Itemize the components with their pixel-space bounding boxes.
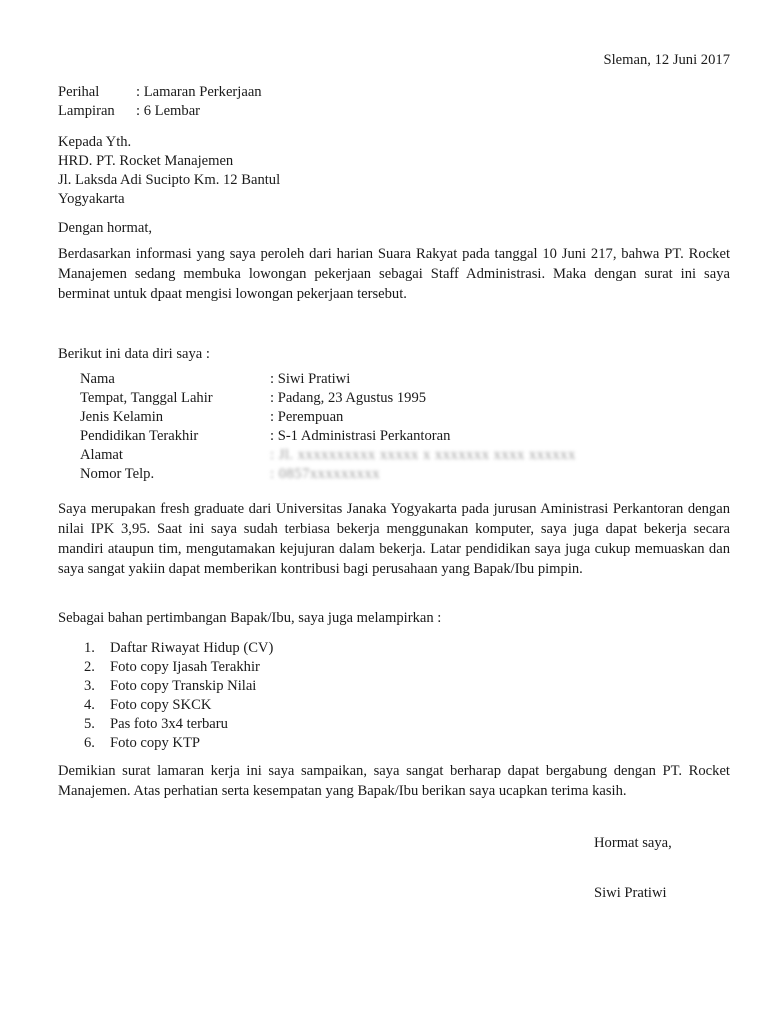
meta-value: : Lamaran Perkerjaan — [136, 84, 262, 100]
data-label: Alamat — [80, 447, 123, 463]
data-value: : S-1 Administrasi Perkantoran — [270, 428, 451, 444]
attachment-intro: Sebagai bahan pertimbangan Bapak/Ibu, saya juga melampirkan : — [58, 610, 442, 626]
meta-attachment — [58, 102, 730, 121]
data-label: Tempat, Tanggal Lahir — [80, 390, 213, 406]
recipient-line: Kepada Yth. — [58, 134, 132, 150]
attachment-list — [84, 639, 273, 753]
data-label: Jenis Kelamin — [80, 409, 164, 425]
data-row — [80, 427, 576, 446]
letter-meta — [58, 83, 730, 121]
meta-value: : 6 Lembar — [136, 103, 201, 119]
paragraph-closing: Demikian surat lamaran kerja ini saya sampaikan, saya sangat berharap dapat bergabung dengan PT. Rocket Manajemen. Atas perhatian serta kesempatan yang Bapak/Ibu berikan saya ucapkan terima kasih. — [58, 763, 730, 799]
data-row — [80, 370, 576, 389]
list-item: 1. Daftar Riwayat Hidup (CV) — [84, 640, 274, 656]
data-value: : Padang, 23 Agustus 1995 — [270, 390, 427, 406]
personal-data-table — [80, 370, 576, 484]
data-row — [80, 389, 576, 408]
recipient-block — [58, 133, 730, 209]
closing-salutation: Hormat saya, — [594, 835, 672, 851]
greeting: Dengan hormat, — [58, 220, 153, 236]
paragraph-intro: Berdasarkan informasi yang saya peroleh dari harian Suara Rakyat pada tanggal 10 Juni 217, bahwa PT. Rocket Manajemen sedang membuka lowongan pekerjaan sebagai Staff Administrasi. Maka dengan surat ini saya berminat untuk dpaat mengisi lowongan pekerjaan tersebut. — [58, 246, 730, 302]
letter-date: Sleman, 12 Juni 2017 — [603, 52, 730, 68]
meta-label: Lampiran — [58, 103, 115, 119]
data-row — [80, 446, 576, 465]
data-row — [80, 465, 576, 484]
paragraph-profile: Saya merupakan fresh graduate dari Universitas Janaka Yogyakarta pada jurusan Aministrasi Perkantoran dengan nilai IPK 3,95. Saat ini saya sudah terbiasa bekerja menggunakan komputer, saya juga dapat bekerja secara mandiri ataupun tim, mengutamakan kejujuran dalam bekerja. Latar pendidikan saya juga cukup memuaskan dan saya sangat yakiin dapat memberikan kontribusi bagi perusahaan yang Bapak/Ibu pimpin. — [58, 501, 730, 577]
data-value-redacted: : Jl. xxxxxxxxxx xxxxx x xxxxxxx xxxx xxxxxx — [270, 447, 576, 463]
list-item: 3. Foto copy Transkip Nilai — [84, 678, 257, 694]
list-item: 2. Foto copy Ijasah Terakhir — [84, 659, 260, 675]
meta-label: Perihal — [58, 84, 100, 100]
data-row — [80, 408, 576, 427]
list-item: 4. Foto copy SKCK — [84, 697, 212, 713]
list-item: 6. Foto copy KTP — [84, 735, 200, 751]
data-value-redacted: : 0857xxxxxxxxx — [270, 466, 381, 482]
data-label: Pendidikan Terakhir — [80, 428, 199, 444]
meta-subject — [58, 83, 730, 102]
data-value: : Siwi Pratiwi — [270, 371, 351, 387]
data-label: Nomor Telp. — [80, 466, 155, 482]
list-item: 5. Pas foto 3x4 terbaru — [84, 716, 228, 732]
data-label: Nama — [80, 371, 115, 387]
data-intro: Berikut ini data diri saya : — [58, 346, 210, 362]
recipient-line: HRD. PT. Rocket Manajemen — [58, 153, 234, 169]
recipient-line: Jl. Laksda Adi Sucipto Km. 12 Bantul — [58, 172, 281, 188]
recipient-line: Yogyakarta — [58, 191, 125, 207]
data-value: : Perempuan — [270, 409, 344, 425]
signature-name: Siwi Pratiwi — [594, 885, 667, 901]
